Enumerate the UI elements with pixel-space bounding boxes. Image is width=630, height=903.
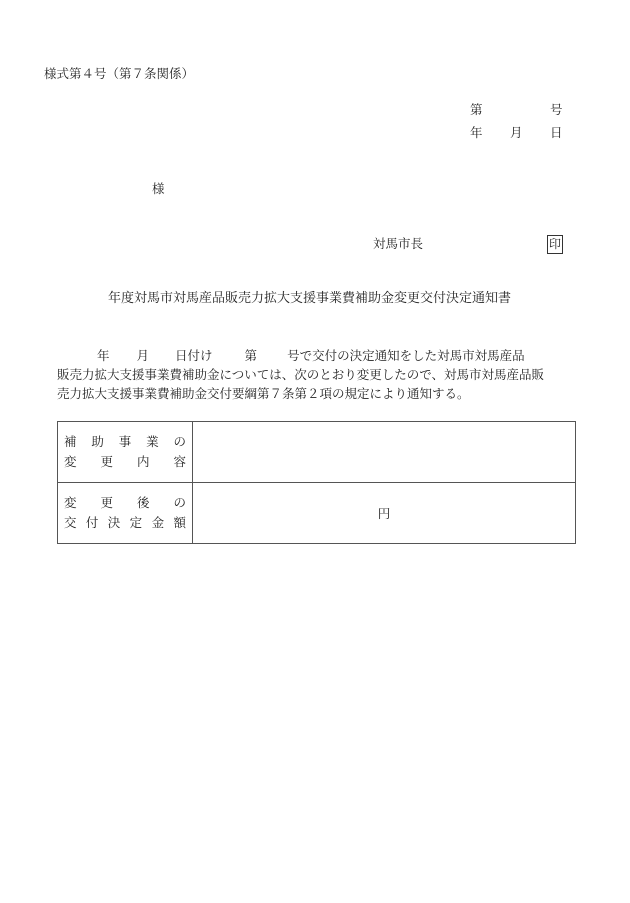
month-label: 月 — [510, 125, 523, 140]
label-char: 付 — [85, 515, 99, 530]
label-line — [58, 513, 192, 533]
label-line — [58, 432, 192, 452]
body-year: 年 — [97, 348, 110, 363]
seal-mark: 印 — [547, 235, 563, 254]
label-char: 定 — [129, 515, 143, 530]
body-day: 日付け — [175, 348, 213, 363]
label-char: 決 — [107, 515, 121, 530]
number-prefix-label: 第 — [470, 102, 483, 117]
number-suffix-label: 号 — [550, 102, 563, 117]
label-char: 変 — [64, 495, 77, 510]
form-number: 様式第４号（第７条関係） — [44, 66, 195, 81]
value-change-content[interactable] — [193, 422, 576, 483]
body-line-2: 販売力拡大支援事業費補助金については、次のとおり変更したので、対馬市対馬産品販 — [57, 367, 545, 382]
label-char: 交 — [64, 515, 77, 530]
table-row — [58, 483, 576, 544]
label-char: 額 — [173, 515, 186, 530]
row-label-new-amount — [58, 483, 193, 544]
label-char: の — [173, 434, 186, 449]
label-char: 容 — [173, 454, 186, 469]
label-char: 内 — [136, 454, 150, 469]
label-line — [58, 452, 192, 472]
document-title: 年度対馬市対馬産品販売力拡大支援事業費補助金変更交付決定通知書 — [108, 291, 512, 306]
body-number-prefix: 第 — [244, 348, 258, 363]
label-char: 変 — [64, 454, 77, 469]
change-detail-table — [57, 421, 576, 544]
row-label-change-content — [58, 422, 193, 483]
recipient-honorific: 様 — [152, 181, 165, 196]
label-char: 補 — [64, 434, 77, 449]
label-char: 更 — [100, 454, 113, 469]
label-char: 業 — [146, 434, 159, 449]
body-month: 月 — [136, 348, 150, 363]
body-line-3: 売力拡大支援事業費補助金交付要綱第７条第２項の規定により通知する。 — [57, 386, 470, 401]
value-new-amount[interactable]: 円 — [193, 483, 576, 544]
label-char: 更 — [100, 495, 113, 510]
day-label: 日 — [550, 125, 563, 140]
label-line — [58, 493, 192, 513]
label-char: 金 — [151, 515, 165, 530]
body-line-1 — [57, 346, 582, 365]
label-char: 助 — [91, 434, 104, 449]
year-label: 年 — [470, 125, 483, 140]
body-number-rest: 号で交付の決定通知をした対馬市対馬産品 — [287, 348, 525, 363]
label-char: 事 — [118, 434, 132, 449]
label-char: 後 — [136, 495, 150, 510]
table-row — [58, 422, 576, 483]
label-char: の — [173, 495, 186, 510]
issuer-title: 対馬市長 — [373, 236, 424, 251]
notice-body — [57, 346, 582, 403]
